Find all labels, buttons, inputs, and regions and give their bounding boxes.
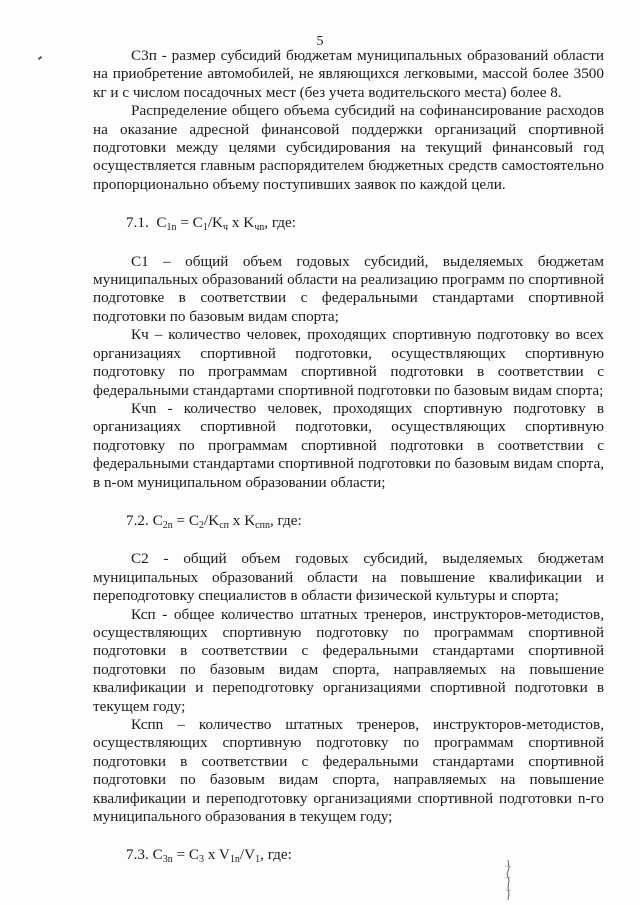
paragraph-c3p-definition: С3п - размер субсидий бюджетам муниципальных образований области на приобретение автомобилей, не являющихся легковыми, массой более 3500 кг и с числом посадочных мест (без учета водительского места) более 8. (93, 47, 604, 101)
formula-7-3-c-sub: 3 (199, 854, 205, 866)
formula-7-1-suffix: , где: (264, 214, 296, 232)
formula-7-3-v2-sub: 1 (255, 854, 261, 866)
definition-ksp: Ксп - общее количество штатных тренеров, инструкторов-методистов, осуществляющих спортивную подготовку по программам спортивной подготовки в соответствии с федеральными стандартами спортивной подготовки по базовым видам спорта, направляемых на повышение квалификации и переподготовку организациями спортивной подготовки в текущем году; (93, 605, 604, 715)
formula-7-2-eq: = С (172, 511, 200, 529)
formula-7-2-div: /K (204, 511, 220, 529)
formula-7-1-div: /K (207, 214, 223, 232)
paragraph-distribution: Распределение общего объема субсидий на софинансирование расходов на оказание адресной финансовой поддержки организаций спортивной подготовки между целями субсидирования на текущий финансовый год осуществляется главным распорядителем бюджетных средств самостоятельно пропорционально объему поступивших заявок по каждой цели. (93, 102, 604, 193)
formula-7-1-c-sub: 1 (202, 222, 208, 234)
formula-7-3-mul: x V (204, 846, 230, 864)
formula-7-3-lhs-sub: 3n (162, 854, 173, 866)
formula-7-3-lhs: С (152, 846, 163, 864)
definition-c2: С2 - общий объем годовых субсидий, выделяемых бюджетам муниципальных образований области на повышение квалификации и переподготовку специалистов в области физической культуры и спорта; (93, 550, 604, 605)
formula-7-2-suffix: , где: (269, 511, 302, 529)
formula-7-3-prefix: 7.3. (126, 846, 149, 864)
formula-7-2 (93, 512, 604, 530)
formula-7-3-eq: = С (172, 846, 200, 864)
formula-7-3 (93, 846, 604, 864)
formula-7-2-c-sub: 2 (199, 519, 205, 531)
page-number: 5 (316, 34, 324, 49)
formula-7-1-lhs: С (156, 214, 167, 232)
margin-signature-mark (503, 858, 513, 902)
formula-7-3-suffix: , где: (260, 846, 292, 864)
definition-kchn: Кчn - количество человек, проходящих спортивную подготовку в организациях спортивной подготовки, осуществляющих спортивную подготовку по программам спортивной подготовки в соответствии с федеральными стандартами спортивной подготовки по базовым видам спорта, в n-ом муниципальном образовании области; (93, 399, 604, 491)
document-body (93, 47, 604, 865)
formula-7-1-eq: = С (176, 214, 203, 232)
formula-7-2-lhs: С (152, 511, 163, 529)
formula-7-2-k-sub: сп (219, 519, 229, 531)
stray-pen-mark (38, 56, 42, 60)
definition-c1: С1 – общий объем годовых субсидий, выделяемых бюджетам муниципальных образований области на реализацию программ по спортивной подготовке в соответствии с федеральными стандартами спортивной подготовки по базовым видам спорта; (93, 252, 604, 325)
formula-7-1 (93, 214, 604, 232)
formula-7-1-k2-sub: чn (254, 222, 265, 234)
formula-7-2-mul: x K (229, 511, 256, 529)
formula-7-1-mul: x K (228, 214, 255, 232)
formula-7-1-lhs-sub: 1n (166, 222, 177, 234)
definition-kspn: Кспn – количество штатных тренеров, инструкторов-методистов, осуществляющих спортивную подготовку по программам спортивной подготовки в соответствии с федеральными стандартами спортивной подготовки по базовым видам спорта, направляемых на повышение квалификации и переподготовку организациями спортивной подготовки n-го муниципального образования в текущем году; (93, 716, 604, 826)
formula-7-2-lhs-sub: 2n (162, 519, 173, 531)
formula-7-3-div: /V (239, 846, 256, 864)
definition-kch: Кч – количество человек, проходящих спортивную подготовку во всех организациях спортивной подготовки, осуществляющих спортивную подготовку по программам спортивной подготовки в соответствии с федеральными стандартами спортивной подготовки по базовым видам спорта; (93, 326, 604, 399)
formula-7-1-prefix: 7.1. (126, 214, 149, 232)
formula-7-1-k-sub: ч (223, 222, 229, 234)
formula-7-2-k2-sub: спn (255, 519, 270, 531)
formula-7-3-v-sub: 1n (229, 854, 240, 866)
formula-7-2-prefix: 7.2. (126, 511, 149, 529)
